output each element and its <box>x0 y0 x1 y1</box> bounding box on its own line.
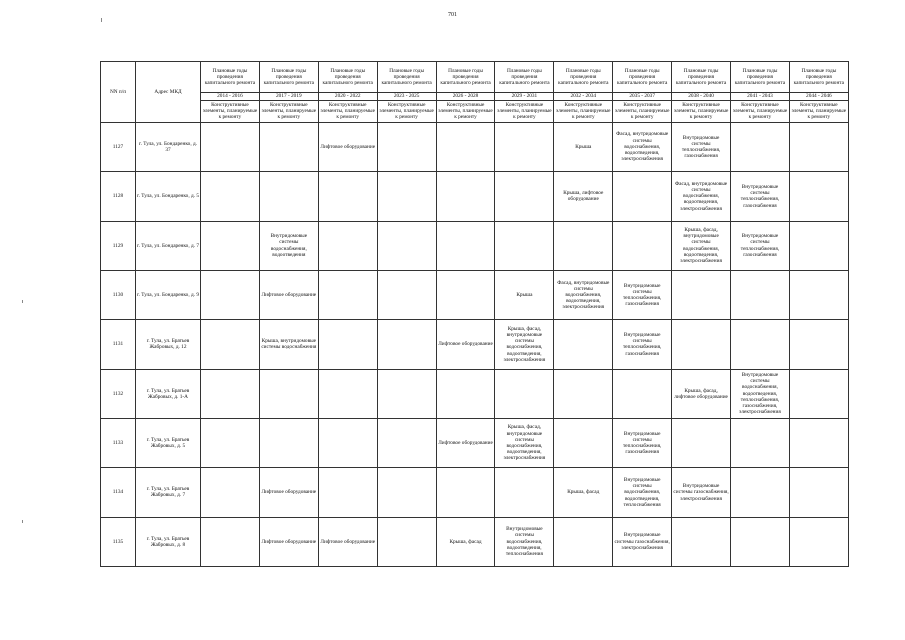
repair-cell <box>436 468 495 517</box>
repair-cell: Лифтовое оборудование <box>318 122 377 171</box>
header-element-caption: Конструктивные элементы, планируемые к ремонту <box>613 100 672 122</box>
table-row <box>101 517 849 566</box>
repair-cell <box>201 320 260 369</box>
repair-cell: Крыша, фасад, лифтовое оборудование <box>672 369 731 418</box>
repair-cell <box>495 221 554 270</box>
header-period-caption: Плановые годы проведения капитального ремонта <box>613 62 672 93</box>
repair-cell <box>259 369 318 418</box>
repair-cell <box>201 517 260 566</box>
repair-cell <box>495 468 554 517</box>
repair-cell <box>377 172 436 221</box>
row-address: г. Тула, ул. Бондаренко, д. 9 <box>136 270 201 319</box>
table-row <box>101 172 849 221</box>
repair-cell <box>731 122 790 171</box>
repair-cell <box>201 221 260 270</box>
repair-cell: Крыша, лифтовое оборудование <box>554 172 613 221</box>
table-row <box>101 369 849 418</box>
repair-cell <box>789 221 848 270</box>
repair-cell: Внутридомовые системы водоснабжения, водоотведения <box>259 221 318 270</box>
repair-cell <box>259 122 318 171</box>
table-row <box>101 320 849 369</box>
repair-cell: Лифтовое оборудование <box>436 320 495 369</box>
repair-cell <box>201 270 260 319</box>
header-period: 2032 - 2034 <box>554 92 613 100</box>
repair-cell <box>377 369 436 418</box>
header-period: 2029 - 2031 <box>495 92 554 100</box>
repair-cell: Крыша <box>495 270 554 319</box>
header-element-caption: Конструктивные элементы, планируемые к ремонту <box>377 100 436 122</box>
row-number: 1132 <box>101 369 136 418</box>
repair-cell <box>318 270 377 319</box>
table-row <box>101 418 849 467</box>
repair-cell <box>318 418 377 467</box>
row-address: г. Тула, ул. Братьев Жабровых, д. 5 <box>136 418 201 467</box>
repair-cell <box>672 270 731 319</box>
repair-cell <box>672 418 731 467</box>
repair-cell <box>613 369 672 418</box>
repair-cell <box>554 517 613 566</box>
repair-cell <box>318 172 377 221</box>
scan-mark <box>22 300 23 303</box>
repair-cell <box>259 172 318 221</box>
table-row <box>101 468 849 517</box>
repair-cell: Фасад, внутридомовые системы водоснабжения, водоотведения, электроснабжения <box>554 270 613 319</box>
header-element-caption: Конструктивные элементы, планируемые к ремонту <box>554 100 613 122</box>
header-element-caption: Конструктивные элементы, планируемые к ремонту <box>495 100 554 122</box>
repair-cell <box>436 122 495 171</box>
header-element-caption: Конструктивные элементы, планируемые к ремонту <box>731 100 790 122</box>
row-number: 1128 <box>101 172 136 221</box>
repair-cell <box>318 468 377 517</box>
repair-cell <box>672 517 731 566</box>
repair-cell <box>731 270 790 319</box>
repair-cell <box>377 270 436 319</box>
row-number: 1133 <box>101 418 136 467</box>
header-period: 2014 - 2016 <box>201 92 260 100</box>
header-num: NN п/п <box>101 62 136 123</box>
repair-cell: Внутридомовые системы теплоснабжения, газоснабжения <box>731 221 790 270</box>
header-period: 2026 - 2028 <box>436 92 495 100</box>
repair-cell <box>554 221 613 270</box>
header-period: 2044 - 2046 <box>789 92 848 100</box>
repair-cell: Крыша, фасад <box>554 468 613 517</box>
repair-cell: Внутридомовые системы водоснабжения, водоотведения, теплоснабжения, газоснабжения, электроснабжения <box>731 369 790 418</box>
row-address: г. Тула, ул. Братьев Жабровых, д. 1-А <box>136 369 201 418</box>
repair-cell <box>789 517 848 566</box>
repair-cell: Фасад, внутридомовые системы водоснабжения, водоотведения, электроснабжения <box>613 122 672 171</box>
capital-repair-table <box>100 61 849 567</box>
row-address: г. Тула, ул. Братьев Жабровых, д. 12 <box>136 320 201 369</box>
repair-cell: Крыша, фасад, внутридомовые системы водоснабжения, водоотведения, электроснабжения <box>495 418 554 467</box>
repair-cell: Крыша <box>554 122 613 171</box>
repair-cell <box>436 172 495 221</box>
row-number: 1135 <box>101 517 136 566</box>
repair-cell <box>318 221 377 270</box>
repair-cell <box>377 468 436 517</box>
header-row-periods <box>101 92 849 100</box>
repair-cell <box>318 369 377 418</box>
repair-cell <box>789 320 848 369</box>
repair-cell <box>377 221 436 270</box>
repair-cell <box>436 270 495 319</box>
repair-cell <box>731 418 790 467</box>
header-element-caption: Конструктивные элементы, планируемые к ремонту <box>318 100 377 122</box>
repair-cell <box>436 221 495 270</box>
header-period-caption: Плановые годы проведения капитального ремонта <box>495 62 554 93</box>
repair-cell: Внутридомовые системы водоснабжения, водоотведения, теплоснабжения <box>495 517 554 566</box>
repair-cell <box>672 320 731 369</box>
row-number: 1131 <box>101 320 136 369</box>
repair-cell <box>201 172 260 221</box>
header-row-elements <box>101 100 849 122</box>
repair-cell <box>789 418 848 467</box>
repair-cell <box>495 369 554 418</box>
header-element-caption: Конструктивные элементы, планируемые к ремонту <box>259 100 318 122</box>
row-address: г. Тула, ул. Братьев Жабровых, д. 8 <box>136 517 201 566</box>
repair-cell: Крыша, внутридомовые системы водоснабжения <box>259 320 318 369</box>
header-period-caption: Плановые годы проведения капитального ремонта <box>554 62 613 93</box>
header-row <box>101 62 849 93</box>
repair-cell: Лифтовое оборудование <box>436 418 495 467</box>
repair-cell: Внутридомовые системы теплоснабжения, газоснабжения <box>613 270 672 319</box>
header-period-caption: Плановые годы проведения капитального ремонта <box>672 62 731 93</box>
repair-cell <box>495 172 554 221</box>
header-period: 2041 - 2043 <box>731 92 790 100</box>
repair-cell: Внутридомовые системы газоснабжения, электроснабжения <box>613 517 672 566</box>
header-period-caption: Плановые годы проведения капитального ремонта <box>201 62 260 93</box>
repair-cell <box>789 369 848 418</box>
repair-cell <box>377 418 436 467</box>
repair-cell: Внутридомовые системы теплоснабжения, газоснабжения <box>731 172 790 221</box>
header-period-caption: Плановые годы проведения капитального ремонта <box>436 62 495 93</box>
repair-cell <box>436 369 495 418</box>
repair-cell <box>731 320 790 369</box>
repair-cell: Лифтовое оборудование <box>259 468 318 517</box>
repair-cell <box>789 468 848 517</box>
row-address: г. Тула, ул. Бондаренко, д. 7 <box>136 221 201 270</box>
header-element-caption: Конструктивные элементы, планируемые к ремонту <box>789 100 848 122</box>
repair-cell: Внутридомовые системы водоснабжения, водоотведения, теплоснабжения <box>613 468 672 517</box>
row-number: 1134 <box>101 468 136 517</box>
repair-cell <box>731 468 790 517</box>
header-period-caption: Плановые годы проведения капитального ремонта <box>318 62 377 93</box>
repair-cell <box>377 320 436 369</box>
header-address: Адрес МКД <box>136 62 201 123</box>
scan-mark <box>101 18 102 22</box>
header-period: 2023 - 2025 <box>377 92 436 100</box>
repair-cell: Внутридомовые системы теплоснабжения, газоснабжения <box>672 122 731 171</box>
repair-cell <box>789 172 848 221</box>
repair-cell: Крыша, фасад <box>436 517 495 566</box>
repair-cell <box>377 517 436 566</box>
repair-cell: Лифтовое оборудование <box>318 517 377 566</box>
repair-cell <box>201 418 260 467</box>
row-address: г. Тула, ул. Братьев Жабровых, д. 7 <box>136 468 201 517</box>
row-number: 1127 <box>101 122 136 171</box>
header-period-caption: Плановые годы проведения капитального ремонта <box>789 62 848 93</box>
header-period: 2038 - 2040 <box>672 92 731 100</box>
repair-cell <box>201 122 260 171</box>
repair-cell <box>318 320 377 369</box>
repair-cell <box>495 122 554 171</box>
repair-cell <box>789 122 848 171</box>
row-number: 1129 <box>101 221 136 270</box>
repair-cell: Лифтовое оборудование <box>259 517 318 566</box>
repair-cell <box>554 369 613 418</box>
header-element-caption: Конструктивные элементы, планируемые к ремонту <box>436 100 495 122</box>
header-period: 2035 - 2037 <box>613 92 672 100</box>
repair-cell <box>377 122 436 171</box>
repair-cell: Крыша, фасад, внутридомовые системы водоснабжения, водоотведения, электроснабжения <box>672 221 731 270</box>
repair-cell <box>259 418 318 467</box>
repair-cell <box>554 320 613 369</box>
header-period: 2017 - 2019 <box>259 92 318 100</box>
repair-cell <box>554 418 613 467</box>
header-element-caption: Конструктивные элементы, планируемые к ремонту <box>672 100 731 122</box>
scan-mark <box>22 520 23 523</box>
row-number: 1130 <box>101 270 136 319</box>
header-period: 2020 - 2022 <box>318 92 377 100</box>
repair-cell: Внутридомовые системы теплоснабжения, газоснабжения <box>613 320 672 369</box>
header-period-caption: Плановые годы проведения капитального ремонта <box>377 62 436 93</box>
header-period-caption: Плановые годы проведения капитального ремонта <box>731 62 790 93</box>
table-row <box>101 270 849 319</box>
repair-cell: Внутридомовые системы теплоснабжения, газоснабжения <box>613 418 672 467</box>
repair-cell <box>789 270 848 319</box>
table-row <box>101 122 849 171</box>
page-number: 701 <box>448 12 457 18</box>
repair-cell <box>201 369 260 418</box>
repair-cell: Фасад, внутридомовые системы водоснабжения, водоотведения, электроснабжения <box>672 172 731 221</box>
repair-cell: Крыша, фасад, внутридомовые системы водоснабжения, водоотведения, электроснабжения <box>495 320 554 369</box>
repair-cell <box>201 468 260 517</box>
repair-cell: Лифтовое оборудование <box>259 270 318 319</box>
header-element-caption: Конструктивные элементы, планируемые к ремонту <box>201 100 260 122</box>
row-address: г. Тула, ул. Бондаренко, д. 37 <box>136 122 201 171</box>
repair-cell: Внутридомовые системы газоснабжения, электроснабжения <box>672 468 731 517</box>
repair-cell <box>613 221 672 270</box>
header-period-caption: Плановые годы проведения капитального ремонта <box>259 62 318 93</box>
repair-cell <box>613 172 672 221</box>
repair-cell <box>731 517 790 566</box>
table-row <box>101 221 849 270</box>
row-address: г. Тула, ул. Бондаренко, д. 5 <box>136 172 201 221</box>
